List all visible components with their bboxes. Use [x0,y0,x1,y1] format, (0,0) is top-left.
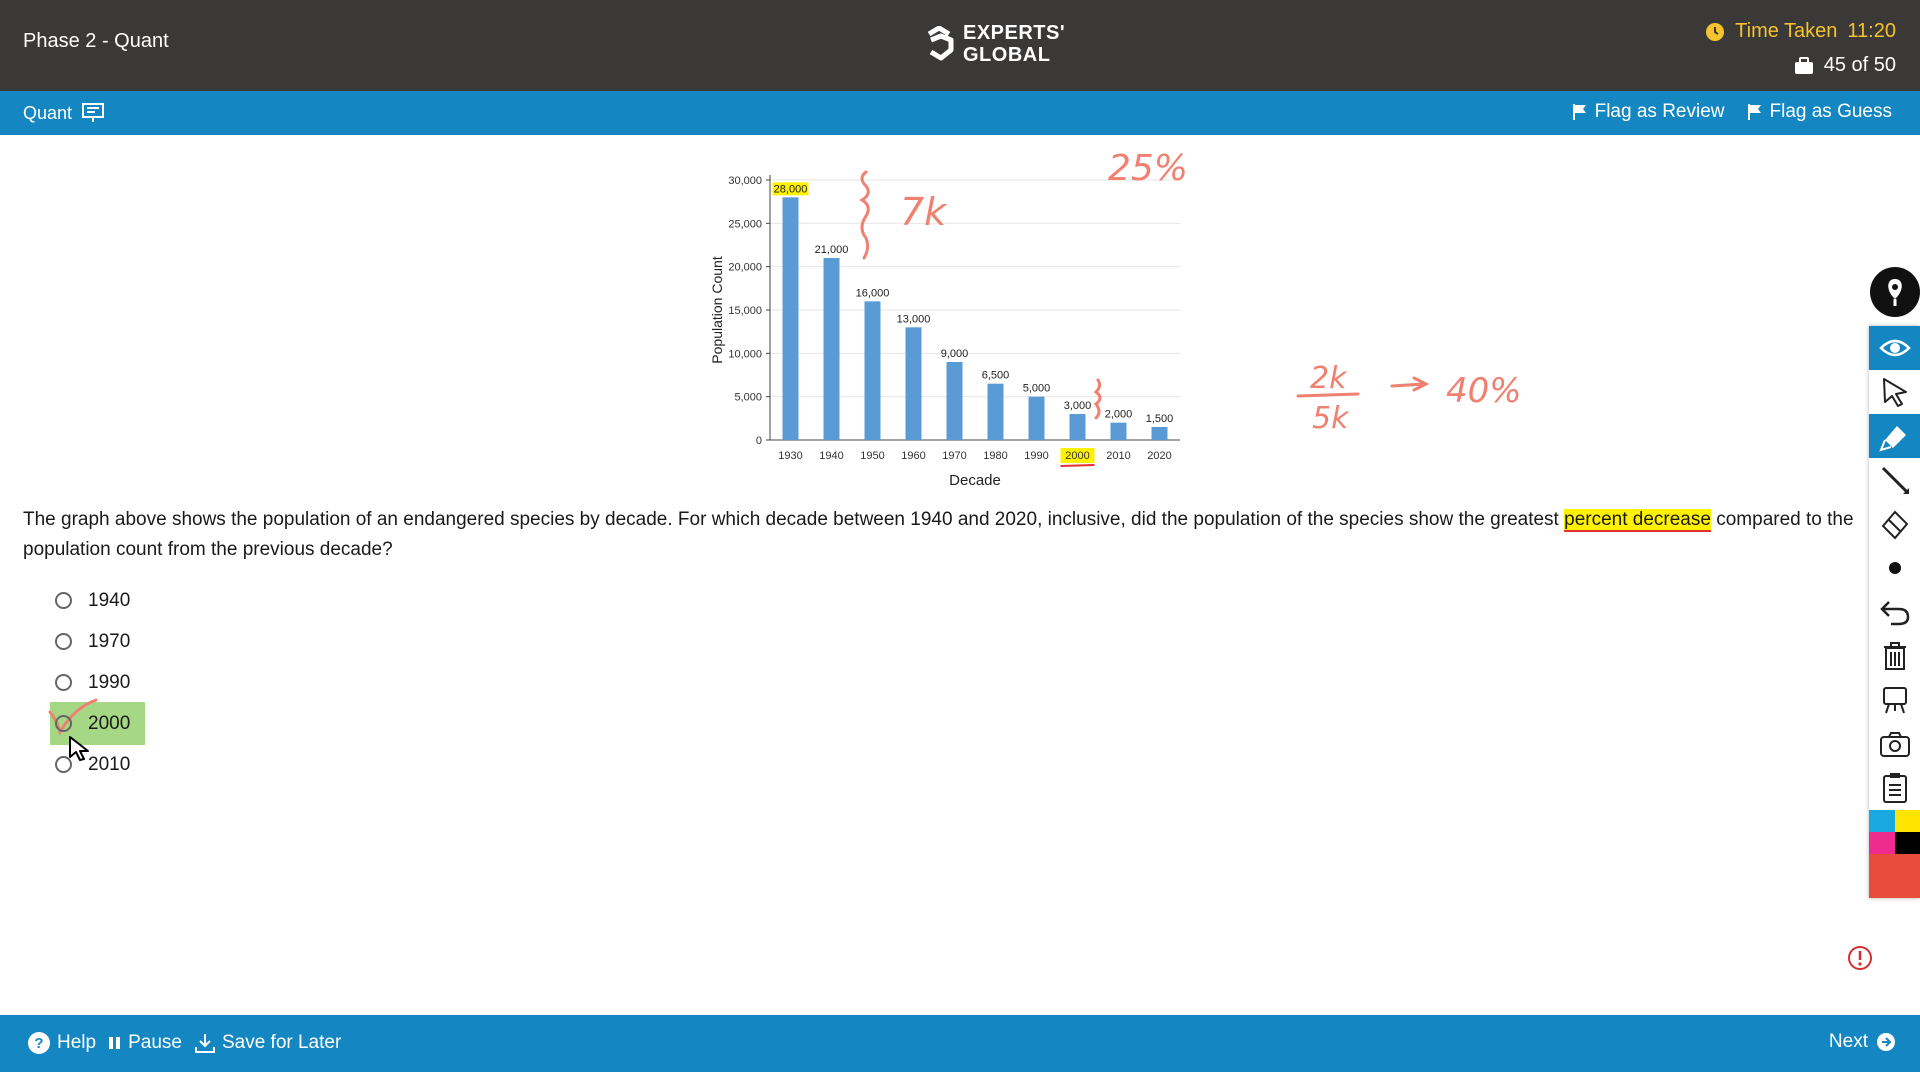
bar-1950 [865,301,881,440]
eraser-icon [1879,508,1911,540]
x-tick-label: 2020 [1147,450,1172,462]
progress-text: 45 of 50 [1823,54,1896,76]
y-tick-label: 0 [755,435,762,447]
briefcase-icon [1794,57,1814,75]
flag-icon [1747,103,1763,121]
camera-icon [1879,730,1911,758]
logo-line1: EXPERTS' [963,22,1066,44]
tool-notes[interactable] [1869,766,1920,810]
question-stem [23,505,1873,565]
x-tick-label: 1960 [901,450,926,462]
highlighter-icon [1879,420,1911,452]
x-tick-label: 1990 [1024,450,1049,462]
color-swatch-red-selected[interactable] [1869,854,1920,898]
flag-review-button[interactable] [1572,101,1725,123]
bar-1930 [783,197,799,440]
tool-dot[interactable] [1869,546,1920,590]
tool-select[interactable] [1869,370,1920,414]
svg-text:?: ? [34,1035,44,1052]
save-label: Save for Later [221,1032,342,1053]
flag-icon [1572,103,1588,121]
bar-2000 [1070,414,1086,440]
option-2010[interactable] [55,744,130,785]
fraction-line [1298,394,1358,396]
section-label [23,102,104,124]
value-label: 28,000 [773,183,808,196]
value-label: 3,000 [1063,400,1092,412]
x-axis-title: Decade [949,472,1001,489]
value-label: 6,500 [981,369,1010,382]
bar-1960 [906,327,922,440]
bar-1940 [824,258,840,440]
section-name: Quant [23,102,73,123]
y-tick-label: 30,000 [728,175,762,187]
color-swatches [1869,810,1920,854]
flag-review-label: Flag as Review [1594,101,1725,122]
option-1940[interactable] [55,580,130,621]
section-bar [0,91,1920,135]
question-text-after: compared to the population count from the previous decade? [23,509,1854,560]
x-tick-label: 2010 [1106,450,1131,462]
pause-label: Pause [128,1032,182,1053]
y-tick-label: 15,000 [728,305,762,317]
answer-options [55,580,130,785]
question-text-before: The graph above shows the population of an endangered species by decade. For which decade between 1940 and 2020, inclusive, did the population of the species show the greatest [23,509,1565,530]
x-tick-label: 1950 [860,450,885,462]
save-for-later-button[interactable] [194,1032,341,1054]
bar-1980 [988,384,1004,440]
logo-icon [925,26,955,62]
tool-pen[interactable] [1869,458,1920,502]
radio-button[interactable] [55,715,72,732]
timer-value: 11:20 [1847,20,1896,42]
pen-tool-button[interactable] [1870,267,1920,317]
drawing-toolbar [1869,326,1920,898]
value-label: 13,000 [896,313,931,326]
x-tick-label: 2000 [1065,450,1090,462]
value-label: 16,000 [855,287,890,300]
color-swatch-black[interactable] [1895,832,1920,854]
download-icon [194,1032,216,1054]
value-label: 21,000 [814,244,849,256]
radio-button[interactable] [55,592,72,609]
arrow-annotation [1392,378,1426,390]
trash-icon [1881,641,1909,671]
next-button[interactable] [1829,1031,1896,1053]
radio-button[interactable] [55,633,72,650]
value-label: 1,500 [1145,413,1174,425]
y-tick-label: 10,000 [728,348,762,361]
value-label: 5,000 [1022,382,1051,395]
x-tick-label: 1980 [983,450,1008,462]
y-tick-label: 5,000 [734,391,762,404]
value-label: 9,000 [940,348,969,360]
bottom-bar [0,1015,1920,1072]
pause-button[interactable] [108,1032,182,1054]
option-label: 1990 [88,671,131,693]
arrow-cursor-icon [1880,376,1910,408]
flag-guess-button[interactable] [1747,101,1893,123]
section-title: Phase 2 - Quant [23,30,169,52]
color-swatch-yellow[interactable] [1895,810,1920,832]
pen-icon [1879,464,1911,496]
option-2000-selected[interactable] [55,703,130,744]
option-1970[interactable] [55,621,130,662]
tool-screenshot[interactable] [1869,722,1920,766]
note-7k: 7k [900,190,947,234]
bar-1990 [1029,397,1045,440]
help-icon [27,1031,51,1055]
clipboard-icon [1881,772,1909,804]
option-label: 1940 [88,589,131,611]
option-label: 2000 [88,712,131,734]
help-button[interactable] [27,1031,96,1055]
logo-line2: GLOBAL [963,44,1051,66]
note-40-percent: 40% [1446,371,1522,411]
pen-nib-icon [1882,277,1908,307]
color-swatch-magenta[interactable] [1869,832,1895,854]
clock-icon [1705,22,1725,42]
cursor-icon [68,735,92,761]
note-5k: 5k [1312,401,1349,436]
color-swatch-cyan[interactable] [1869,810,1895,832]
help-label: Help [57,1032,97,1053]
pause-icon [108,1035,122,1051]
tool-delete[interactable] [1869,634,1920,678]
x-tick-underline [1061,465,1095,466]
question-progress [1794,54,1896,77]
tool-eye[interactable] [1869,326,1920,370]
tool-eraser[interactable] [1869,502,1920,546]
bar-2020 [1152,427,1168,440]
x-tick-label: 1970 [942,450,967,462]
timer-label: Time Taken [1735,20,1838,42]
x-tick-label: 1930 [778,450,803,462]
population-bar-chart [700,160,1200,495]
top-bar [0,0,1920,91]
arrow-right-circle-icon [1876,1032,1896,1052]
option-1990[interactable] [55,662,130,703]
flag-guess-label: Flag as Guess [1769,101,1892,122]
easel-icon [1880,685,1910,715]
whiteboard-icon[interactable] [82,102,104,124]
x-tick-label: 1940 [819,450,844,462]
note-2k: 2k [1310,361,1347,396]
undo-icon [1879,598,1911,626]
tool-board[interactable] [1869,678,1920,722]
option-label: 1970 [88,630,131,652]
tool-undo[interactable] [1869,590,1920,634]
dot-icon [1888,561,1902,575]
bar-2010 [1111,423,1127,440]
y-axis-title: Population Count [709,256,725,364]
eye-icon [1879,337,1911,359]
y-tick-label: 25,000 [728,218,762,231]
timer [1705,20,1896,43]
value-label: 2,000 [1104,408,1133,421]
note-25-percent: 25% [1108,148,1189,189]
bar-1970 [947,362,963,440]
option-label: 2010 [88,753,131,775]
report-issue-icon[interactable] [1847,945,1873,971]
next-label: Next [1828,1031,1868,1052]
y-tick-label: 20,000 [728,261,762,274]
logo [925,22,1065,66]
tool-highlighter[interactable] [1869,414,1920,458]
radio-button[interactable] [55,674,72,691]
question-highlight: percent decrease [1564,509,1711,530]
